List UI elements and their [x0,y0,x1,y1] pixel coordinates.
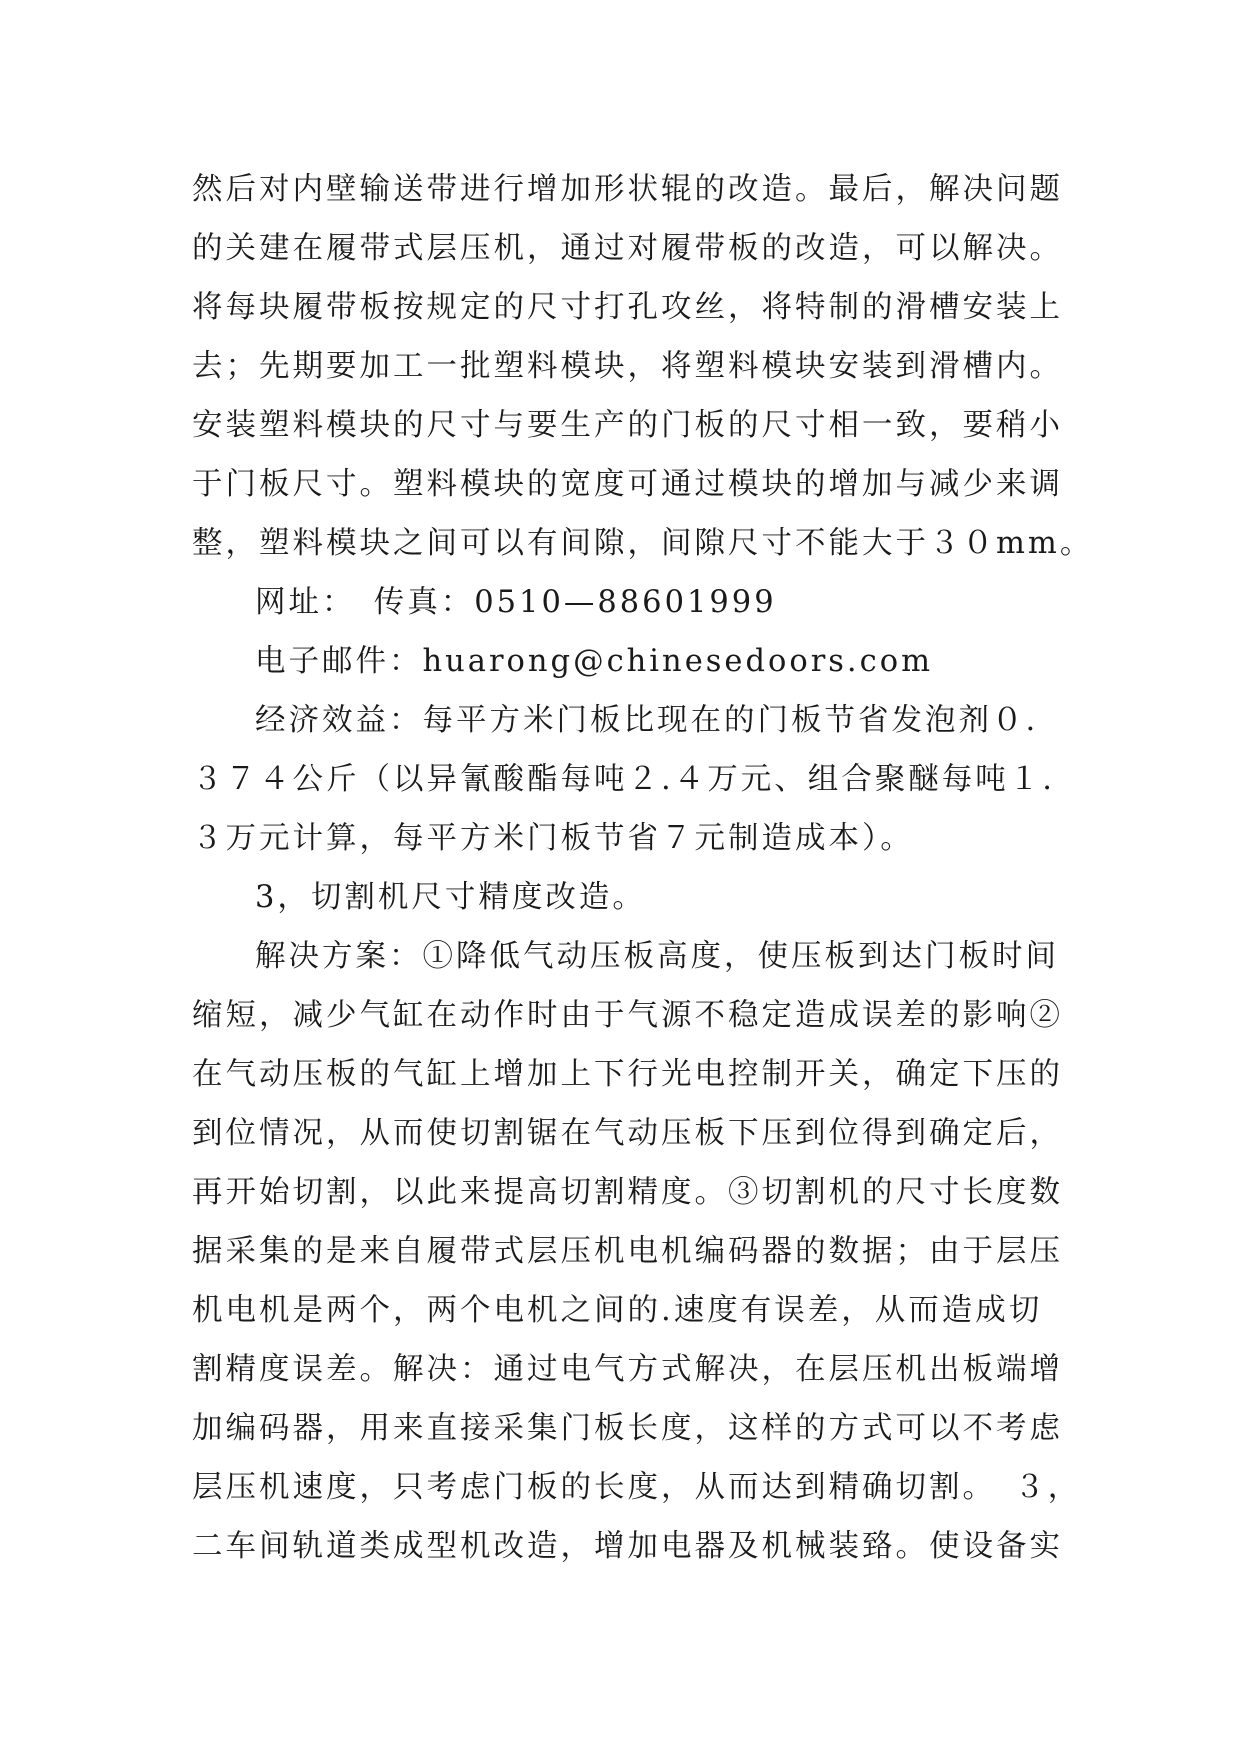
text-line: 安装塑料模块的尺寸与要生产的门板的尺寸相一致，要稍小 [192,408,1063,443]
text-line: 据采集的是来自履带式层压机电机编码器的数据；由于层压 [192,1234,1063,1269]
text-line: 然后对内壁输送带进行增加形状辊的改造。最后，解决问题 [192,172,1063,207]
text-line: 加编码器，用来直接采集门板长度，这样的方式可以不考虑 [192,1411,1063,1446]
text-line: 到位情况，从而使切割锯在气动压板下压到位得到确定后， [192,1116,1063,1151]
text-line: ３７４公斤（以异氰酸酯每吨２.４万元、组合聚醚每吨１. [192,762,1055,797]
text-line: 层压机速度，只考虑门板的长度，从而达到精确切割。 ３， [192,1470,1082,1505]
solution-line: 解决方案：①降低气动压板高度，使压板到达门板时间 [255,939,1059,974]
text-line: 割精度误差。解决：通过电气方式解决，在层压机出板端增 [192,1352,1063,1387]
section-heading: 3，切割机尺寸精度改造。 [255,880,646,915]
text-line: 二车间轨道类成型机改造，增加电器及机械装臵。使设备实 [192,1529,1063,1564]
economic-benefit-line: 经济效益：每平方米门板比现在的门板节省发泡剂０. [255,703,1039,738]
text-line: 将每块履带板按规定的尺寸打孔攻丝，将特制的滑槽安装上 [192,290,1063,325]
website-fax-line: 网址： 传真：0510—88601999 [255,585,777,620]
text-line: 再开始切割，以此来提高切割精度。③切割机的尺寸长度数 [192,1175,1063,1210]
text-line: 去；先期要加工一批塑料模块，将塑料模块安装到滑槽内。 [192,349,1063,384]
text-line: 缩短，减少气缸在动作时由于气源不稳定造成误差的影响② [192,998,1063,1033]
text-line: 的关建在履带式层压机，通过对履带板的改造，可以解决。 [192,231,1063,266]
text-line: 在气动压板的气缸上增加上下行光电控制开关，确定下压的 [192,1057,1063,1092]
email-line: 电子邮件：huarong@chinesedoors.com [255,644,933,679]
text-line: ３万元计算，每平方米门板节省７元制造成本）。 [192,821,914,856]
text-line: 机电机是两个，两个电机之间的.速度有误差，从而造成切 [192,1293,1043,1328]
text-line: 于门板尺寸。塑料模块的宽度可通过模块的增加与减少来调 [192,467,1063,502]
text-line: 整，塑料模块之间可以有间隙，间隙尺寸不能大于３０mm。 [192,526,1094,561]
document-body [192,160,1094,1576]
